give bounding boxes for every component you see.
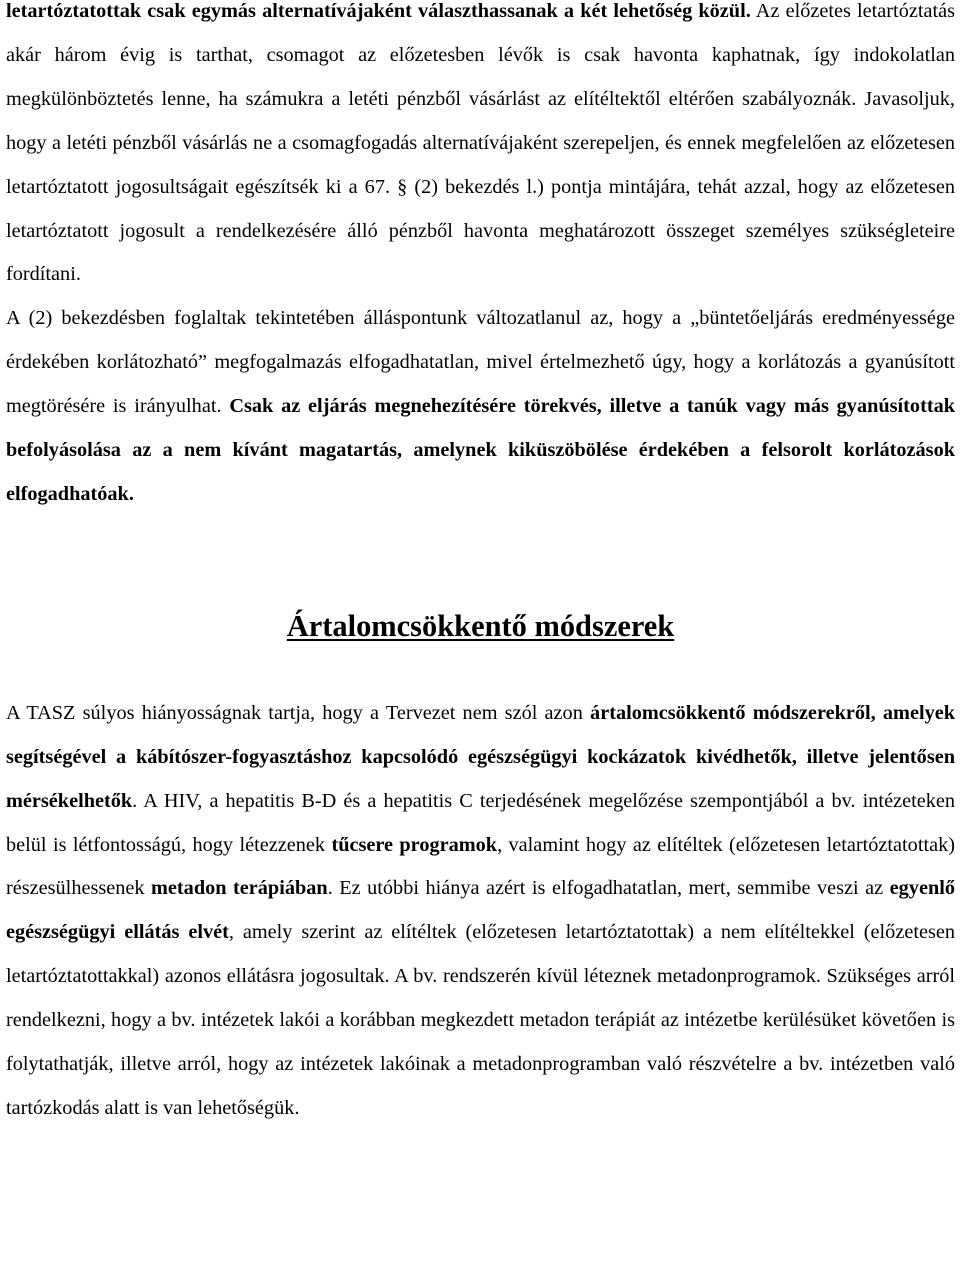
bold-phrase: ártalomcsökkentő módszerekről, amelyek segítségével a kábítószer-fogyasztáshoz kapcsolódó egészségügyi kockázatok kivédhetők, illetve jelentősen mérsékelhetők bbox=[6, 701, 955, 812]
bold-phrase: tűcsere programok bbox=[331, 833, 498, 856]
paragraph-text: , amely szerint az elítéltek (előzetesen letartóztatottak) a nem elítéltekkel (előzetesen letartóztatottakkal) azonos ellátásra jogosultak. A bv. rendszerén kívül léteznek metadonprogramok. Szükséges arról rendelkezni, hogy a bv. intézetek lakói a korábban megkezdett metadon terápiát az intézetbe kerülésüket követően is folytathatják, illetve arról, hogy az intézetek lakóinak a metadonprogramban való részvételre a bv. intézetben való tartózkodás alatt is van lehetőségük. bbox=[6, 921, 955, 1119]
bold-phrase: metadon terápiában bbox=[151, 877, 328, 900]
paragraph-text: . A HIV, a hepatitis B-D és a hepatitis C terjedésének megelőzése szempontjából a bv. intézeteken belül is létfontosságú, hogy létezzenek bbox=[6, 789, 955, 856]
paragraph-restrictions bbox=[6, 297, 955, 517]
paragraph-text: A TASZ súlyos hiányosságnak tartja, hogy a Tervezet nem szól azon bbox=[6, 701, 591, 724]
document-page bbox=[6, 0, 955, 1131]
paragraph-pretrial-purchases bbox=[6, 0, 955, 297]
paragraph-text: . Ez utóbbi hiánya azért is elfogadhatatlan, mert, semmibe veszi az bbox=[327, 877, 890, 900]
paragraph-text: Az előzetes letartóztatás akár három évig is tarthat, csomagot az előzetesben lévők is csak havonta kaphatnak, így indokolatlan megkülönböztetés lenne, ha számukra a letéti pénzből vásárlást az elítéltektől eltérően szabályoznák. Javasoljuk, hogy a letéti pénzből vásárlás ne a csomagfogadás alternatívájaként szerepeljen, és ennek megfelelően az előzetesen letartóztatott jogosultságait egészítsék ki a 67. § (2) bekezdés l.) pontja mintájára, tehát azzal, hogy az előzetesen letartóztatott jogosult a rendelkezésére álló pénzből havonta meghatározott összeget személyes szükségleteire fordítani. bbox=[6, 0, 955, 286]
bold-sentence: letartóztatottak csak egymás alternatívájaként választhassanak a két lehetőség közül. bbox=[6, 0, 751, 22]
paragraph-text: , valamint hogy az elítéltek (előzetesen letartóztatottak) részesülhessenek bbox=[6, 833, 955, 900]
section-heading: Ártalomcsökkentő módszerek bbox=[286, 608, 675, 643]
paragraph-harm-reduction bbox=[6, 692, 955, 1131]
paragraph-text: A (2) bekezdésben foglaltak tekintetében álláspontunk változatlanul az, hogy a „büntetőeljárás eredményessége érdekében korlátozható” megfogalmazás elfogadhatatlan, mivel értelmezhető úgy, hogy a korlátozás a gyanúsított megtörésére is irányulhat. bbox=[6, 307, 955, 418]
bold-phrase: egyenlő egészségügyi ellátás elvét bbox=[6, 877, 955, 944]
bold-sentence: Csak az eljárás megnehezítésére törekvés, illetve a tanúk vagy más gyanúsítottak befolyásolása az a nem kívánt magatartás, amelynek kiküszöbölése érdekében a felsorolt korlátozások elfogadhatóak. bbox=[6, 395, 955, 505]
